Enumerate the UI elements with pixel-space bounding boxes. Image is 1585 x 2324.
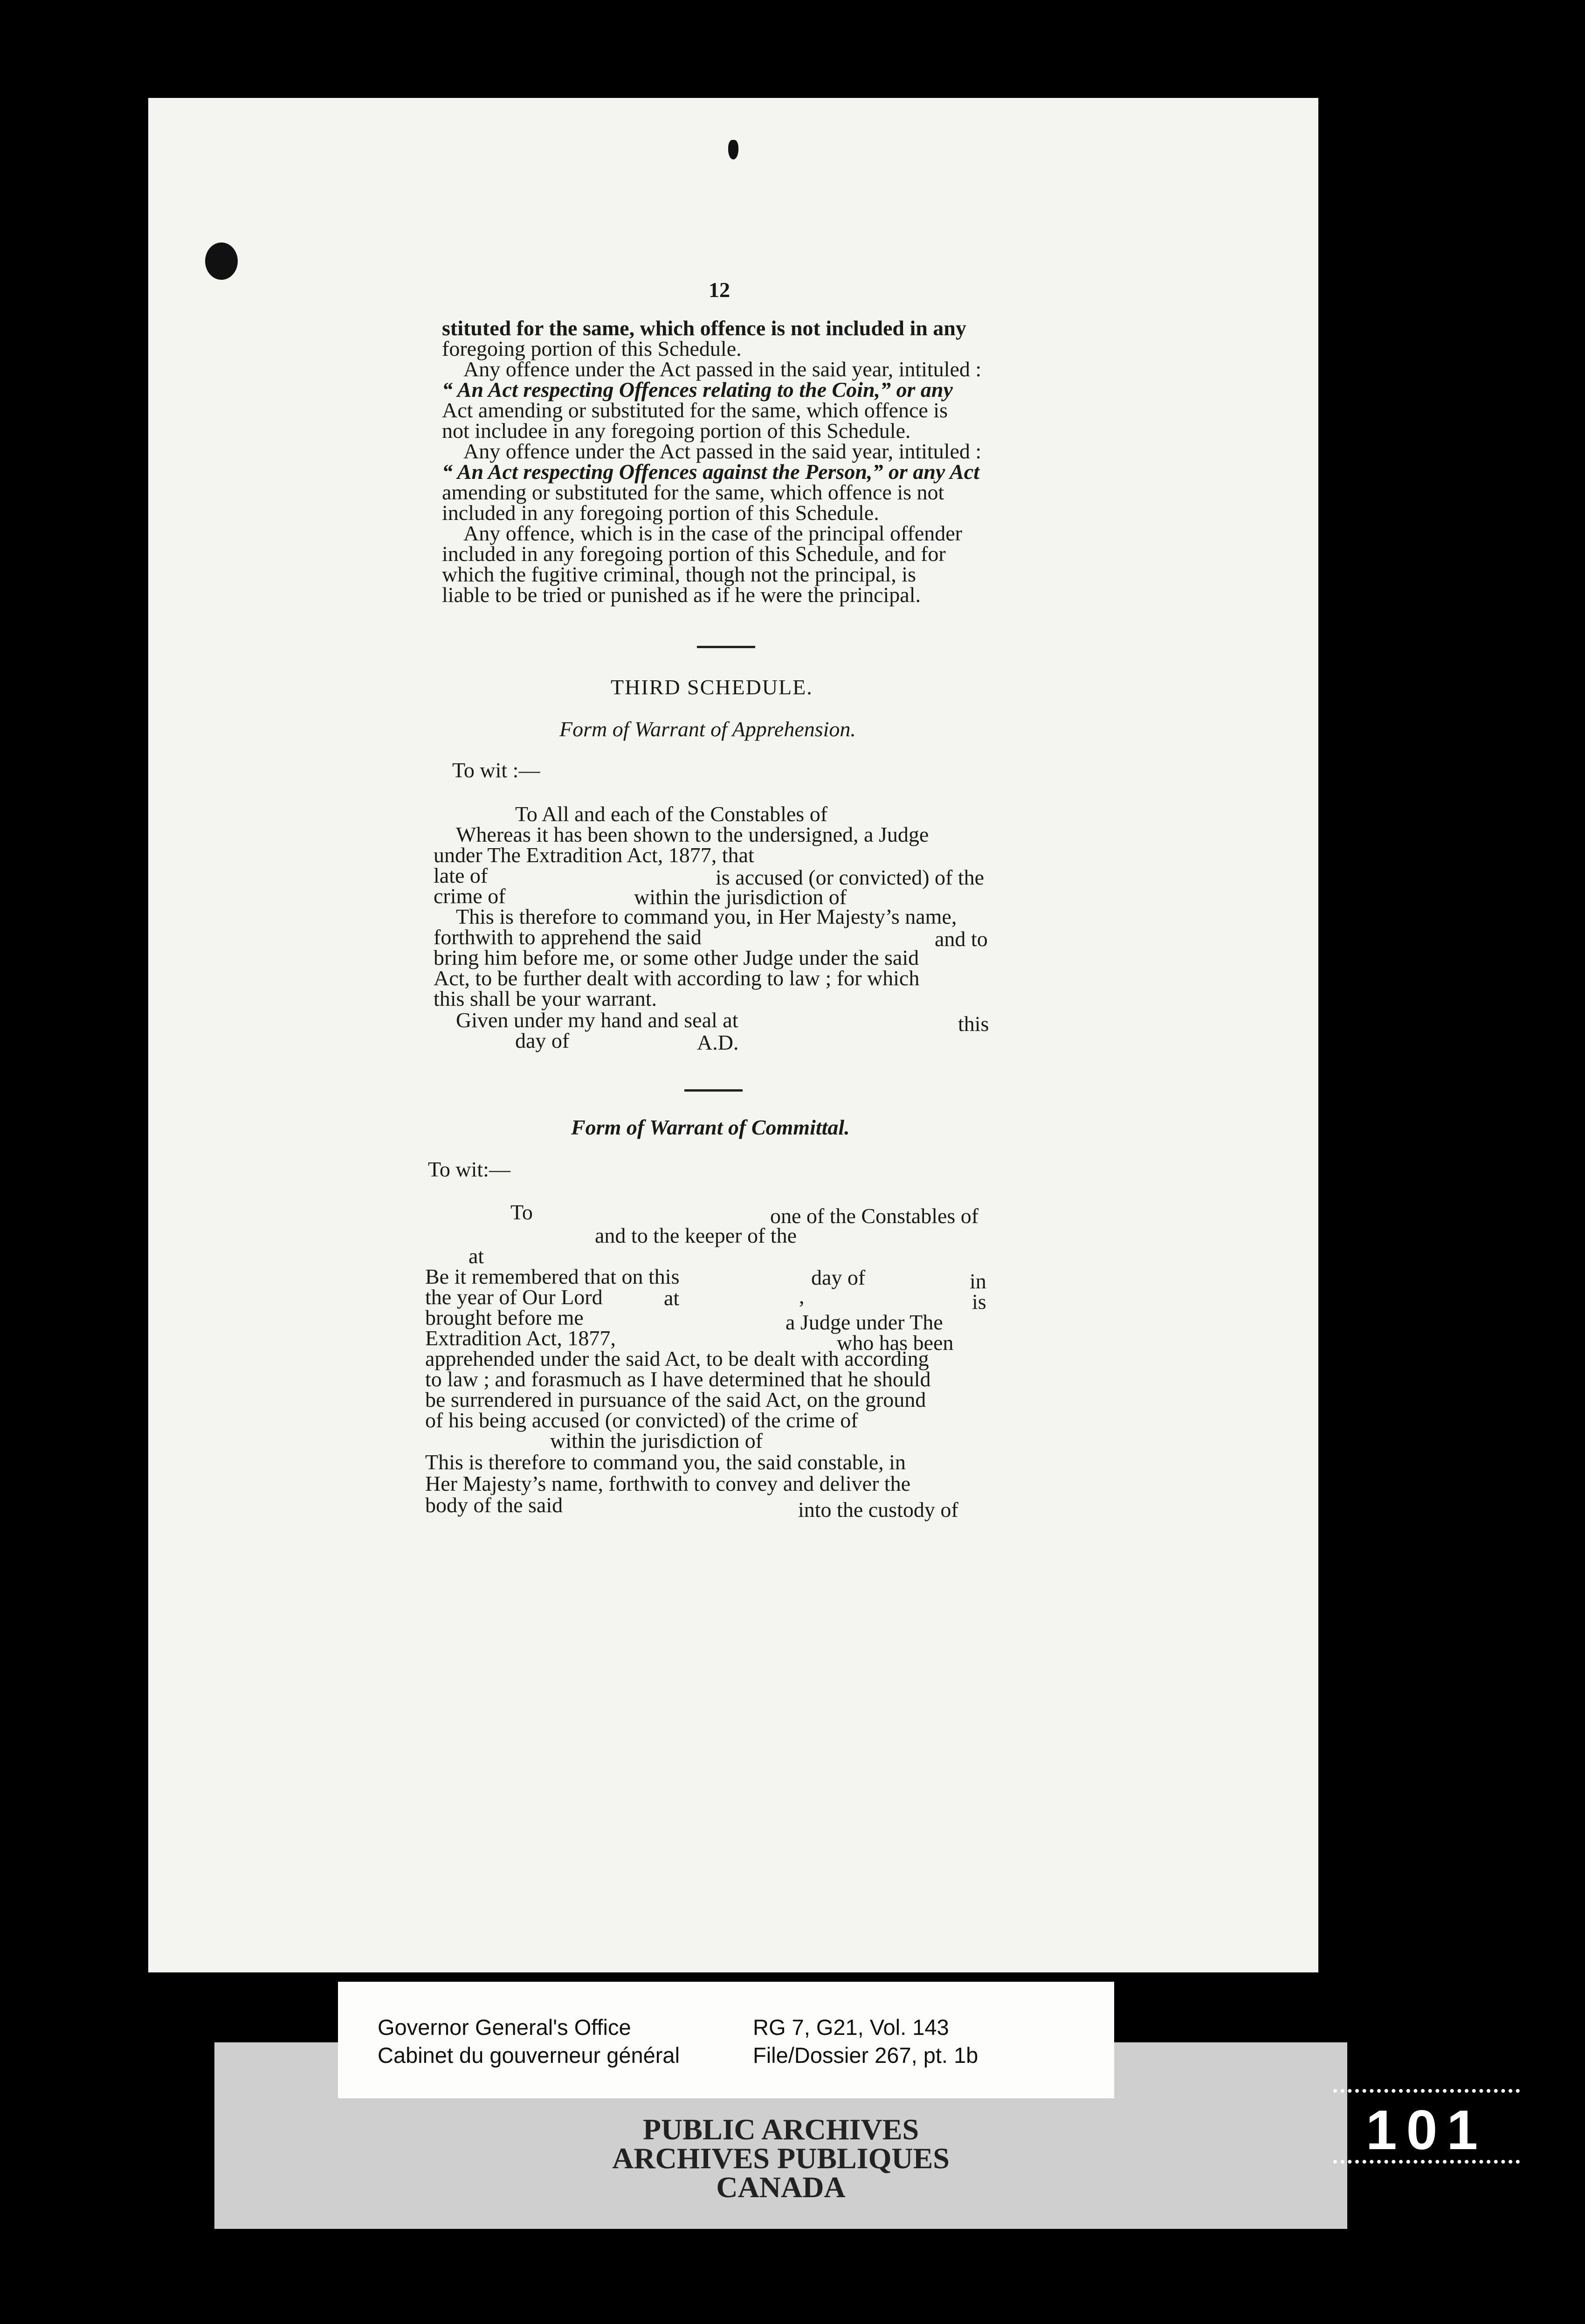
text-line: apprehended under the said Act, to be dealt with according: [425, 1347, 929, 1370]
text-line: of his being accused (or convicted) of the crime of: [425, 1408, 858, 1432]
text-line: within the jurisdiction of: [550, 1429, 763, 1452]
text-line: which the fugitive criminal, though not the principal, is: [442, 562, 916, 586]
form-title: Form of Warrant of Apprehension.: [559, 717, 856, 741]
text-line: “ An Act respecting Offences relating to the Coin,” or any: [442, 378, 953, 401]
text-line: not includee in any foregoing portion of this Schedule.: [442, 419, 911, 443]
text-line: be surrendered in pursuance of the said Act, on the ground: [425, 1388, 926, 1411]
text-line: “ An Act respecting Offences against the Person,” or any Act: [442, 460, 979, 484]
text-line: Act, to be further dealt with according to law ; for which: [434, 966, 920, 990]
to-wit-label: To wit:—: [428, 1157, 510, 1181]
text-line: the year of Our Lord: [425, 1285, 603, 1309]
to-wit-label: To wit :—: [452, 758, 540, 782]
text-line: day of: [515, 1029, 570, 1052]
text-line: Whereas it has been shown to the undersigned, a Judge: [456, 823, 929, 846]
text-line: amending or substituted for the same, which offence is not: [442, 480, 944, 504]
text-line: included in any foregoing portion of this Schedule, and for: [442, 542, 946, 566]
file-number: File/Dossier 267, pt. 1b: [753, 2043, 979, 2068]
text-line: brought before me: [425, 1306, 584, 1329]
text-line: To All and each of the Constables of: [515, 802, 828, 826]
text-line: liable to be tried or punished as if he were the principal.: [442, 583, 921, 607]
text-line: To: [510, 1200, 533, 1224]
text-line: This is therefore to command you, the said constable, in: [425, 1450, 906, 1474]
stamp-line: ARCHIVES PUBLIQUES: [612, 2142, 950, 2175]
text-line: at: [469, 1244, 484, 1268]
text-line: This is therefore to command you, in Her Majesty’s name,: [456, 905, 957, 928]
form-title: Form of Warrant of Committal.: [571, 1115, 850, 1139]
text-line: crime of: [434, 884, 506, 908]
text-line: who has been: [837, 1331, 954, 1355]
text-line: ,: [799, 1284, 805, 1308]
text-line: this shall be your warrant.: [434, 987, 657, 1010]
frame-number: 101: [1333, 2089, 1520, 2164]
text-line: late of: [434, 864, 488, 887]
text-line: in: [970, 1269, 986, 1293]
stamp-line: PUBLIC ARCHIVES: [642, 2113, 919, 2146]
text-line: and to: [935, 927, 988, 951]
stamp-line: CANADA: [716, 2171, 846, 2204]
text-line: bring him before me, or some other Judge under the said: [434, 946, 919, 969]
schedule-heading: THIRD SCHEDULE.: [611, 675, 813, 699]
text-line: is accused (or convicted) of the: [716, 865, 985, 889]
text-line: under The Extradition Act, 1877, that: [434, 843, 754, 867]
text-line: Be it remembered that on this: [425, 1265, 680, 1288]
text-line: is: [972, 1290, 986, 1314]
section-divider: [697, 646, 755, 648]
office-name-fr: Cabinet du gouverneur général: [378, 2043, 680, 2068]
text-line: Extradition Act, 1877,: [425, 1326, 616, 1350]
text-line: at: [664, 1286, 680, 1310]
text-line: forthwith to apprehend the said: [434, 925, 702, 949]
text-line: day of: [811, 1266, 866, 1289]
text-line: into the custody of: [798, 1498, 958, 1522]
text-line: foregoing portion of this Schedule.: [442, 337, 742, 360]
text-line: Given under my hand and seal at: [456, 1008, 738, 1032]
text-line: Her Majesty’s name, forthwith to convey and deliver the: [425, 1472, 911, 1495]
page-number: 12: [709, 278, 730, 302]
text-line: included in any foregoing portion of this Schedule.: [442, 501, 879, 525]
text-line: this: [958, 1012, 989, 1036]
text-line: Any offence, which is in the case of the principal offender: [463, 521, 962, 545]
archive-reference-label: [338, 1982, 1114, 2098]
text-line: and to the keeper of the: [595, 1224, 797, 1247]
text-line: body of the said: [425, 1493, 563, 1517]
text-line: within the jurisdiction of: [634, 885, 847, 909]
record-group: RG 7, G21, Vol. 143: [753, 2015, 949, 2040]
text-line: a Judge under The: [786, 1310, 943, 1334]
text-line: A.D.: [697, 1031, 739, 1054]
office-name-en: Governor General's Office: [378, 2015, 631, 2040]
section-divider: [684, 1089, 743, 1092]
text-line: Any offence under the Act passed in the said year, intituled :: [463, 439, 982, 463]
text-line: one of the Constables of: [770, 1204, 979, 1228]
text-line: Act amending or substituted for the same, which offence is: [442, 398, 948, 422]
text-line: stituted for the same, which offence is not included in any: [442, 316, 966, 340]
text-line: Any offence under the Act passed in the said year, intituled :: [463, 357, 982, 381]
text-line: to law ; and forasmuch as I have determined that he should: [425, 1367, 931, 1391]
